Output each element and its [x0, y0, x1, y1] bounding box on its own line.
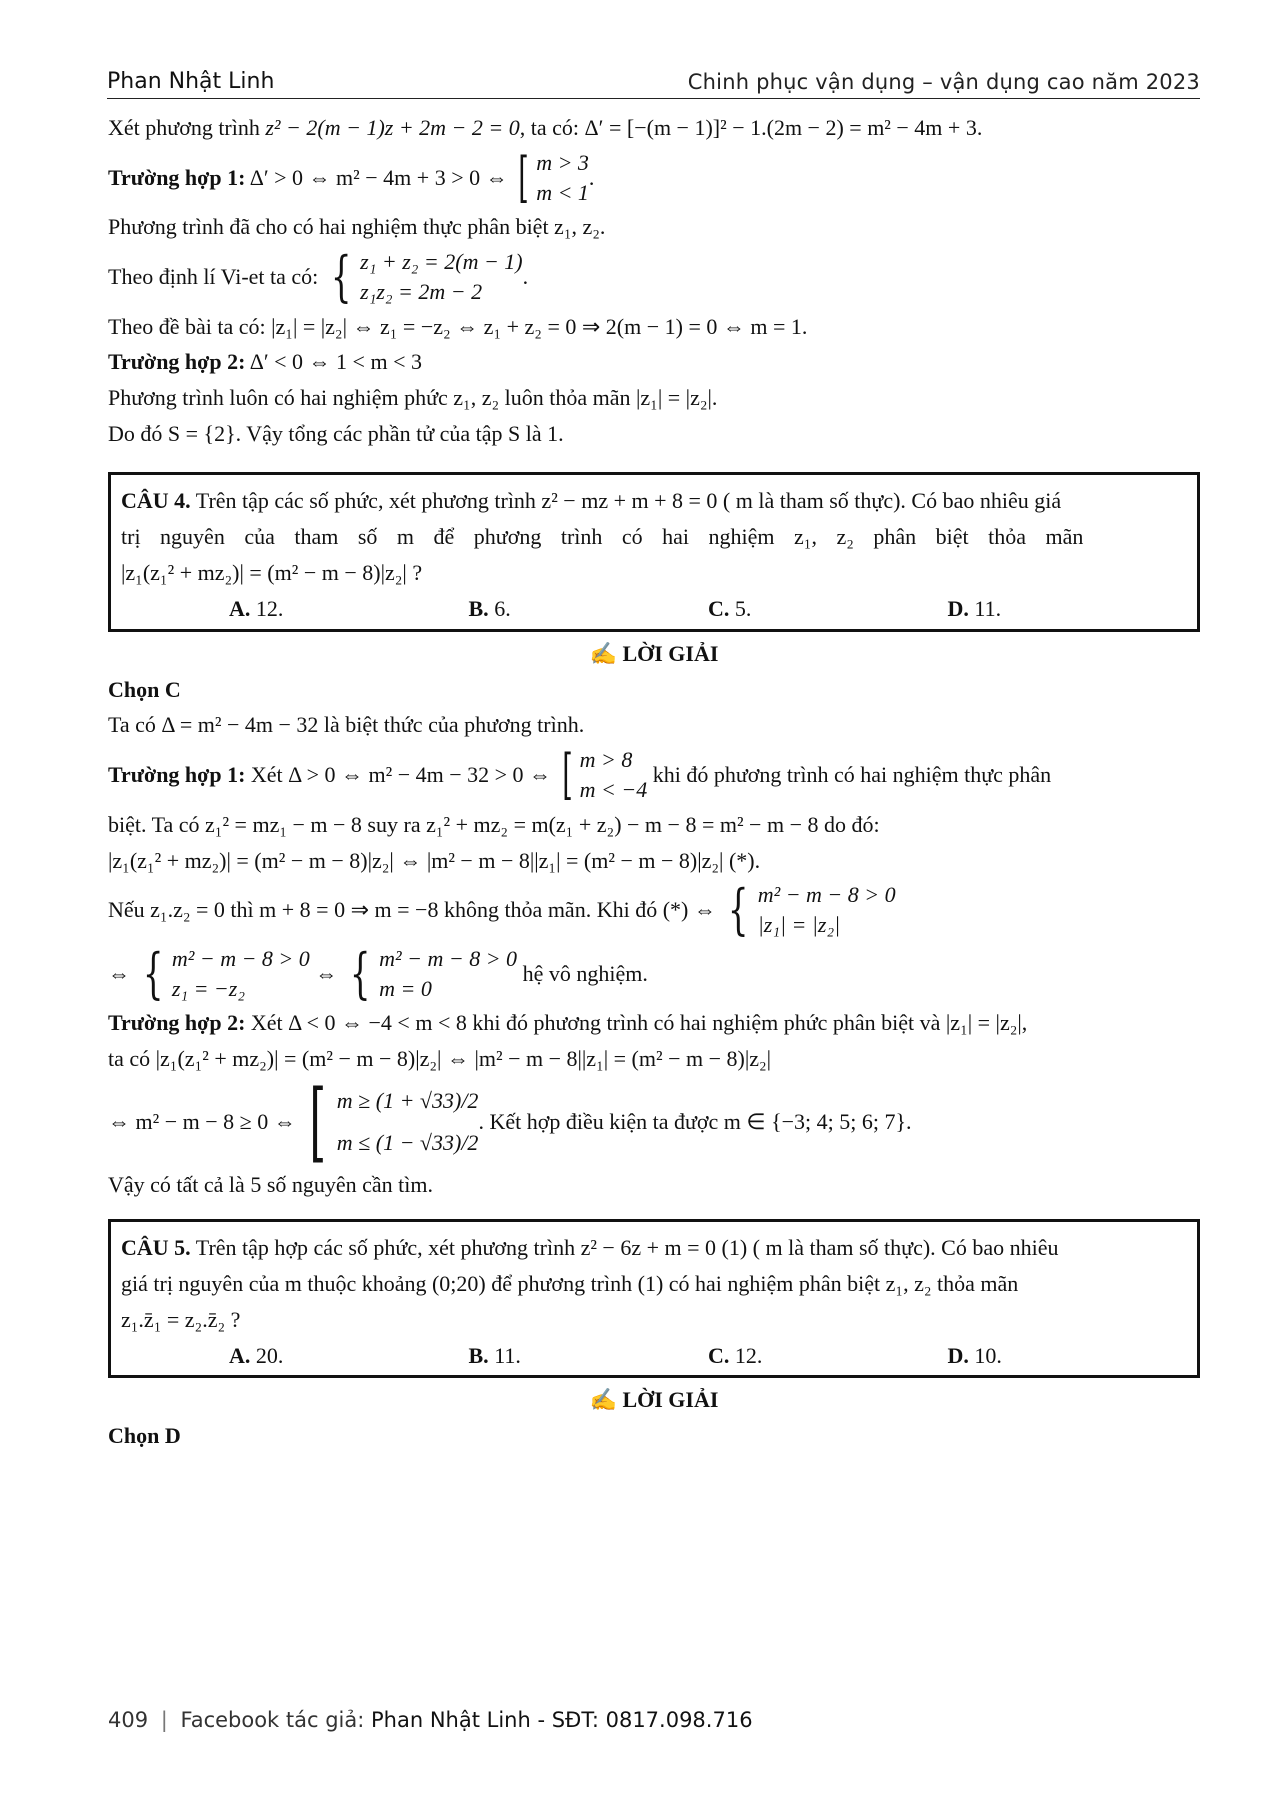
case-label: Trường hợp 1: — [108, 762, 246, 788]
question-5-box: CÂU 5. Trên tập hợp các số phức, xét phương trình z² − 6z + m = 0 (1) ( m là tham số thực). Có bao nhiêu giá trị nguyên của m thuộc khoảng (0;20) để phương trình (1) có hai nghiệm phân biệt z₁, z₂ thỏa mãn z₁.z̄₁ = z₂.z̄₂ ? A. 20. B. 11. C. 12. D. 10. — [108, 1219, 1200, 1379]
brace-system: { z₁ + z₂ = 2(m − 1) z₁z₂ = 2m − 2 — [330, 244, 523, 308]
q4-s8: ta có |z₁(z₁² + mz₂)| = (m² − m − 8)|z₂| ⇔ |m² − m − 8||z₁| = (m² − m − 8)|z₂| — [108, 1046, 772, 1072]
brace-system: { m² − m − 8 > 0 m = 0 — [349, 941, 518, 1005]
case-label: Trường hợp 2: — [108, 1010, 246, 1036]
q4-s7: Trường hợp 2: Xét Δ < 0 ⇔ −4 < m < 8 khi đó phương trình có hai nghiệm phức phân biệt và |z₁| = |z₂|, — [108, 1007, 1200, 1039]
answer-choices — [121, 593, 1187, 625]
footer-author-link[interactable]: Phan Nhật Linh - SĐT: 0817.098.716 — [371, 1708, 753, 1732]
page-header — [107, 62, 1200, 99]
page-footer — [108, 1708, 753, 1732]
prev-line-7: Phương trình luôn có hai nghiệm phức z₁, z₂ luôn thỏa mãn |z₁| = |z₂|. — [108, 385, 718, 411]
prev-line-8: Do đó S = {2}. Vậy tổng các phần tử của tập S là 1. — [108, 421, 564, 447]
footer-label: Facebook tác giả: — [180, 1708, 365, 1732]
q4-s4: |z₁(z₁² + mz₂)| = (m² − m − 8)|z₂| ⇔ |m² − m − 8||z₁| = (m² − m − 8)|z₂| (*). — [108, 847, 761, 873]
brace-system: { m² − m − 8 > 0 |z₁| = |z₂| — [728, 878, 896, 942]
q4-s2: Trường hợp 1: Xét Δ > 0 ⇔ m² − 4m − 32 > 0 ⇔ [ m > 8 m < −4 khi đó phương trình có hai nghiệm thực phân — [108, 743, 1052, 807]
choice-b[interactable]: B. 6. — [468, 595, 511, 621]
solution-heading: ✍ LỜI GIẢI — [589, 1387, 719, 1413]
footer-separator: | — [160, 1708, 168, 1732]
choice-d[interactable]: D. 10. — [947, 1342, 1002, 1368]
choice-c[interactable]: C. 12. — [708, 1342, 763, 1368]
prev-line-5: Theo đề bài ta có: |z₁| = |z₂| ⇔ z₁ = −z₂ ⇔ z₁ + z₂ = 0 ⇒ 2(m − 1) = 0 ⇔ m = 1. — [108, 313, 808, 339]
q4-s1: Ta có Δ = m² − 4m − 32 là biệt thức của phương trình. — [108, 712, 585, 738]
brace-system: { m² − m − 8 > 0 z₁ = −z₂ — [142, 941, 310, 1005]
equation: z² − 2(m − 1)z + 2m − 2 = 0 — [265, 115, 520, 140]
choice-a[interactable]: A. 20. — [229, 1342, 284, 1368]
solution-heading: ✍ LỜI GIẢI — [589, 640, 719, 666]
case-label: Trường hợp 1: — [108, 164, 246, 190]
header-title: Chinh phục vận dụng – vận dụng cao năm 2023 — [687, 70, 1200, 94]
answer-choices — [121, 1340, 1187, 1372]
bracket-system: [ m > 3 m < 1 — [518, 145, 589, 209]
choice-d[interactable]: D. 11. — [947, 595, 1002, 621]
prev-case1: Trường hợp 1: Δ′ > 0 ⇔ m² − 4m + 3 > 0 ⇔ [ m > 3 m < 1 . — [108, 145, 595, 209]
q4-s9: ⇔ m² − m − 8 ≥ 0 ⇔ [ m ≥ (1 + √33)/2 m ≤ (1 − √33)/2 . Kết hợp điều kiện ta được m ∈ {−3; 4; 5; 6; 7}. — [108, 1072, 912, 1173]
bracket-system: [ m ≥ (1 + √33)/2 m ≤ (1 − √33)/2 — [309, 1072, 479, 1173]
choice-b[interactable]: B. 11. — [468, 1342, 521, 1368]
q4-s10: Vậy có tất cả là 5 số nguyên cần tìm. — [108, 1172, 434, 1198]
chosen-answer: Chọn D — [108, 1423, 181, 1449]
prev-line-1: Xét phương trình z² − 2(m − 1)z + 2m − 2 = 0 , ta có: Δ′ = [−(m − 1)]² − 1.(2m − 2) = m² − 4m + 3. — [108, 112, 1200, 144]
bracket-system: [ m > 8 m < −4 — [561, 743, 648, 807]
choice-a[interactable]: A. 12. — [229, 595, 284, 621]
case-label: Trường hợp 2: — [108, 349, 246, 375]
q4-s3: biệt. Ta có z₁² = mz₁ − m − 8 suy ra z₁² + mz₂ = m(z₁ + z₂) − m − 8 = m² − m − 8 do đó: — [108, 811, 880, 837]
page-number: 409 — [108, 1708, 149, 1732]
q4-s6: ⇔ { m² − m − 8 > 0 z₁ = −z₂ ⇔ { m² − m − 8 > 0 m = 0 hệ vô nghiệm. — [108, 941, 648, 1005]
prev-vieta: Theo định lí Vi-et ta có: { z₁ + z₂ = 2(m − 1) z₁z₂ = 2m − 2 . — [108, 244, 529, 308]
header-author: Phan Nhật Linh — [107, 69, 275, 94]
choice-c[interactable]: C. 5. — [708, 595, 752, 621]
prev-case2: Trường hợp 2: Δ′ < 0 ⇔ 1 < m < 3 — [108, 346, 1200, 378]
question-label: CÂU 4. — [121, 488, 191, 514]
q4-s5: Nếu z₁.z₂ = 0 thì m + 8 = 0 ⇒ m = −8 không thỏa mãn. Khi đó (*) ⇔ { m² − m − 8 > 0 |z₁| = |z₂| — [108, 878, 896, 942]
question-label: CÂU 5. — [121, 1234, 191, 1260]
main-content — [108, 108, 1200, 1456]
prev-line-3: Phương trình đã cho có hai nghiệm thực phân biệt z₁, z₂. — [108, 214, 606, 240]
delta-formula: Δ′ = [−(m − 1)]² − 1.(2m − 2) = m² − 4m + 3. — [584, 115, 983, 140]
question-4-box: CÂU 4. Trên tập các số phức, xét phương trình z² − mz + m + 8 = 0 ( m là tham số thực). Có bao nhiêu giá trị nguyên của tham số m để phương trình có hai nghiệm z₁, z₂ phân biệt thỏa mãn |z₁(z₁² + mz₂)| = (m² − m − 8)|z₂| ? A. 12. B. 6. C. 5. D. 11. — [108, 472, 1200, 632]
chosen-answer: Chọn C — [108, 676, 181, 702]
